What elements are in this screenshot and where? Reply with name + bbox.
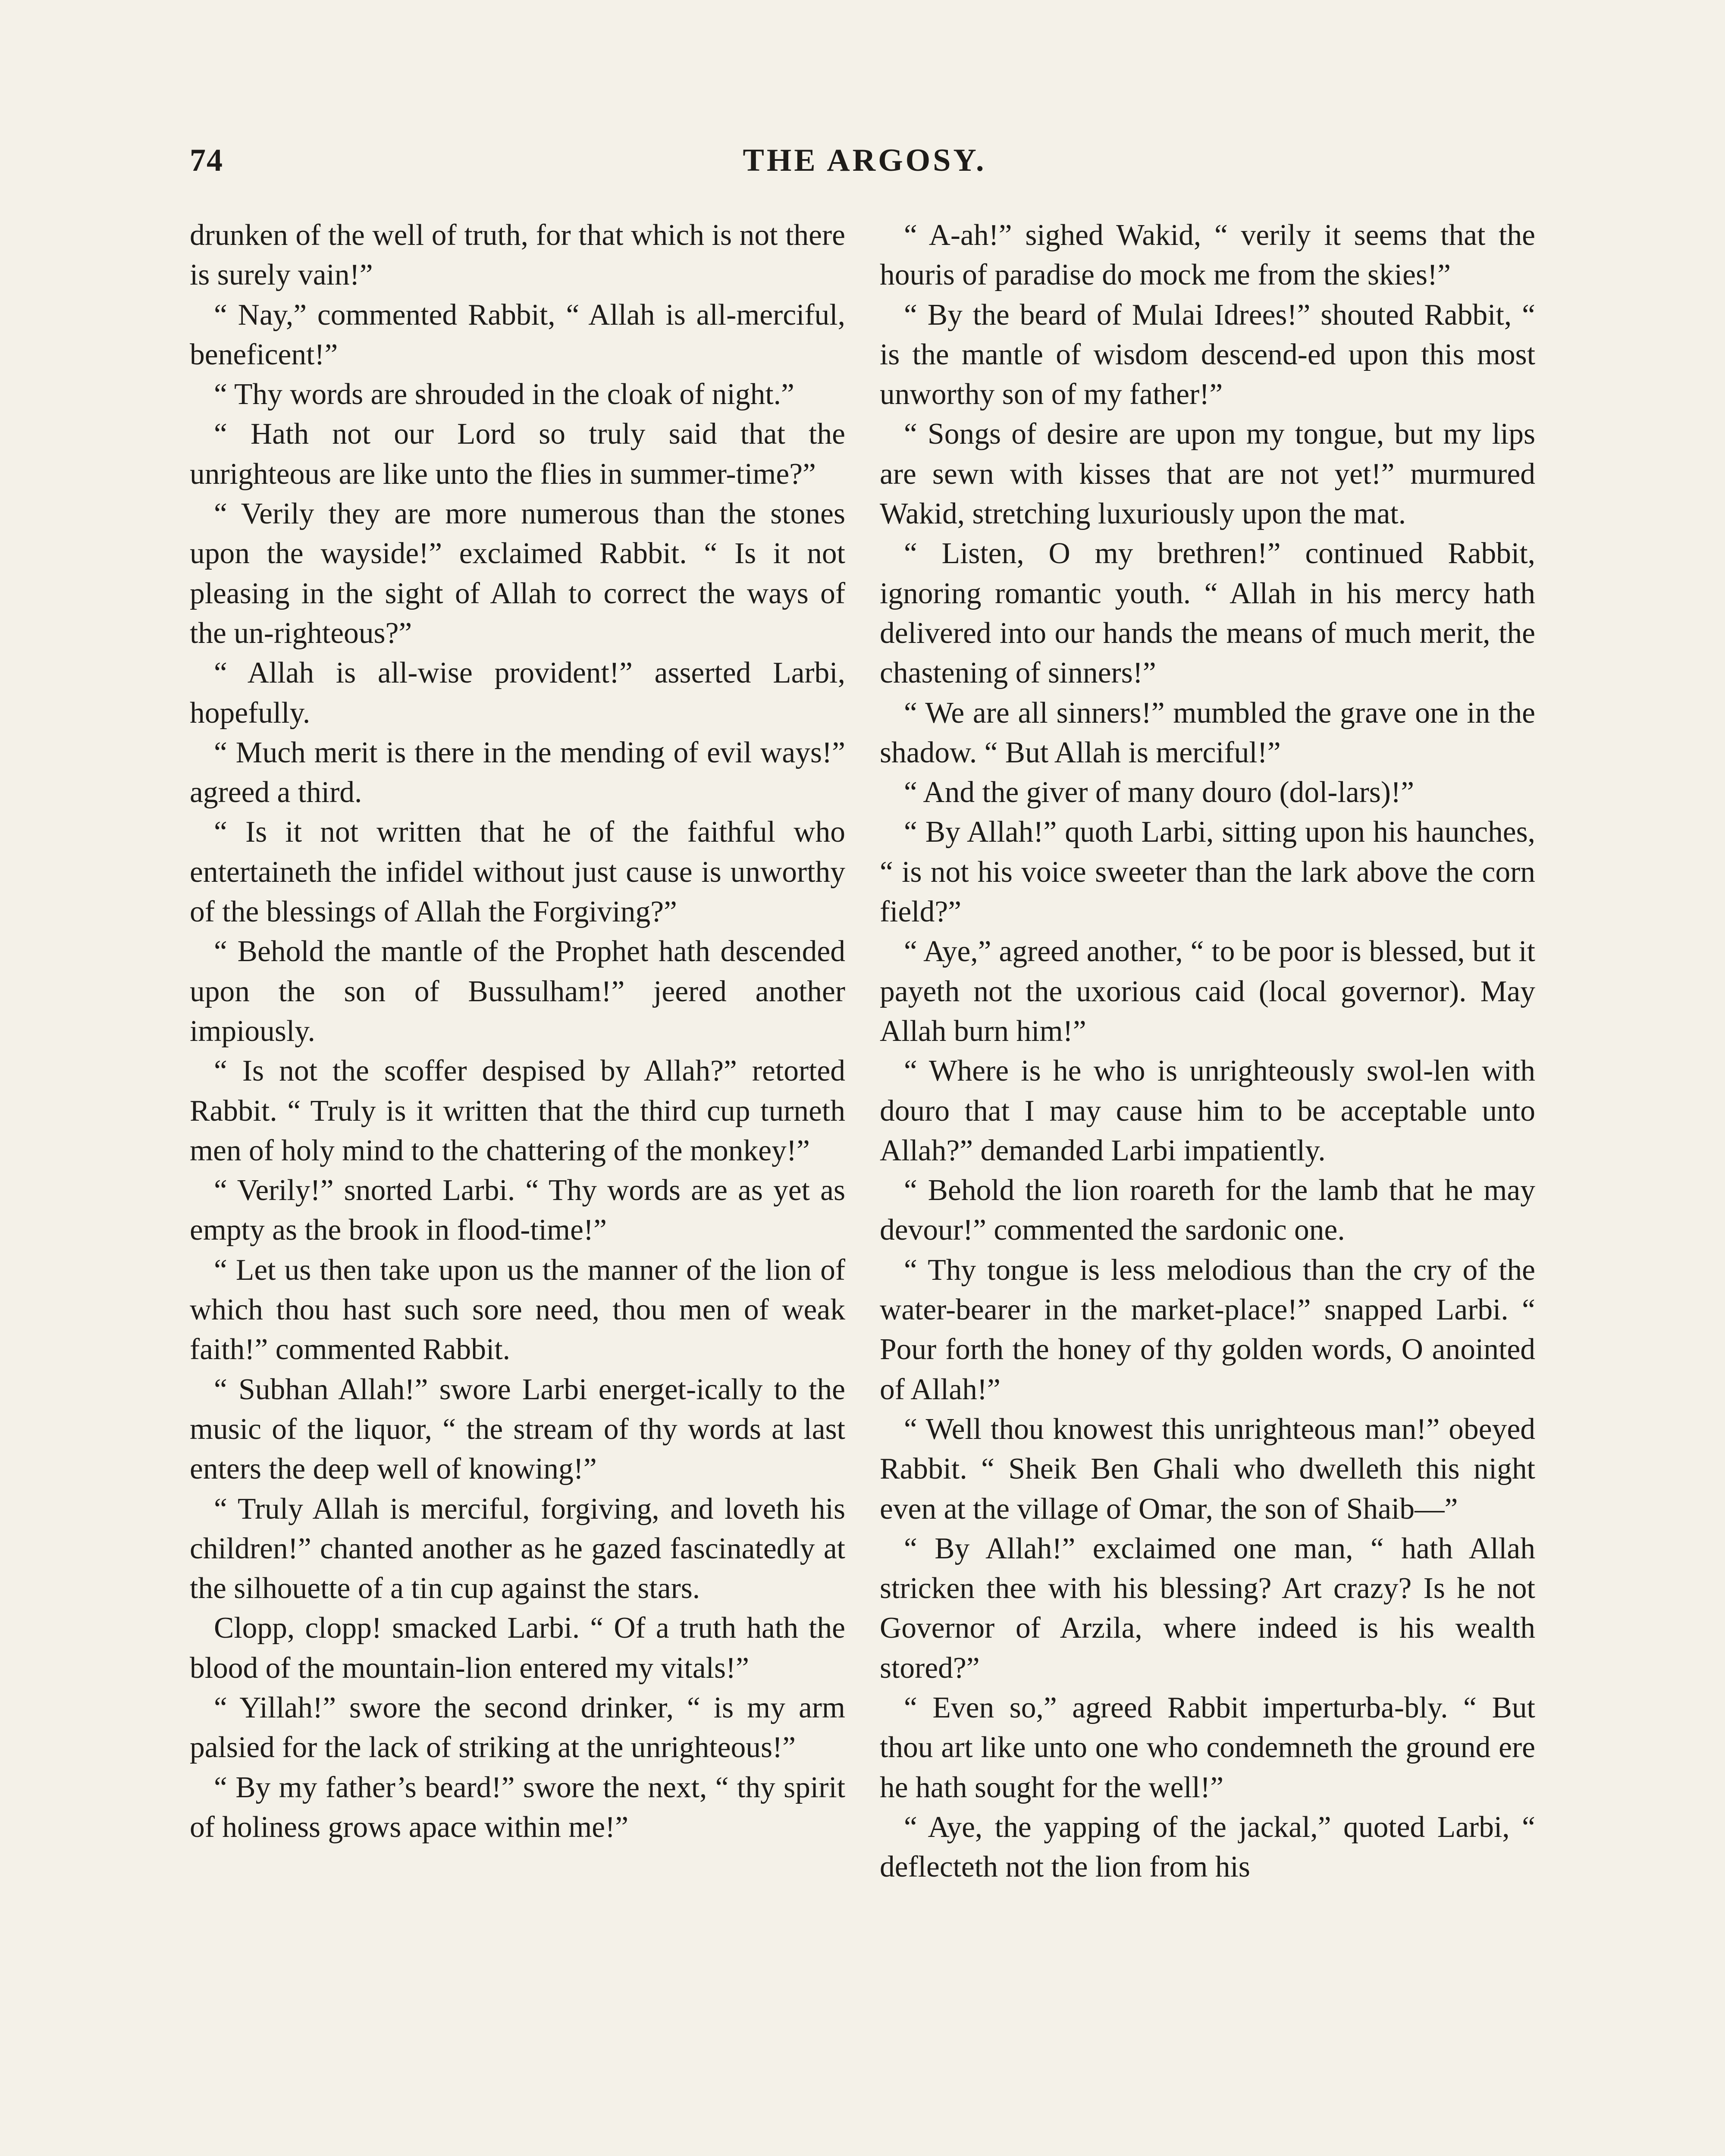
paragraph: “ Allah is all-wise provident!” asserted Larbi, hopefully. xyxy=(190,656,845,730)
paragraph: “ Thy tongue is less melodious than the cry of the water-bearer in the market-place!” snapped Larbi. “ Pour forth the honey of thy golden words, O anointed of Allah!” xyxy=(880,1253,1535,1406)
paragraph: “ Even so,” agreed Rabbit imperturba-bly. “ But thou art like unto one who condemneth the ground ere he hath sought for the well!” xyxy=(880,1691,1535,1804)
page-number: 74 xyxy=(190,143,223,178)
paragraph: “ Verily they are more numerous than the stones upon the wayside!” exclaimed Rabbit. “ Is it not pleasing in the sight of Allah to correct the ways of the un-righteous?” xyxy=(190,497,845,650)
paragraph: “ Is not the scoffer despised by Allah?” retorted Rabbit. “ Truly is it written that the third cup turneth men of holy mind to the chattering of the monkey!” xyxy=(190,1054,845,1167)
paragraph: “ By Allah!” quoth Larbi, sitting upon his haunches, “ is not his voice sweeter than the lark above the corn field?” xyxy=(880,815,1535,929)
paragraph: “ Thy words are shrouded in the cloak of night.” xyxy=(214,378,794,411)
right-text-column xyxy=(880,216,1535,1887)
paragraph: “ Much merit is there in the mending of evil ways!” agreed a third. xyxy=(190,736,845,809)
running-title: THE ARGOSY. xyxy=(743,143,987,178)
paragraph: “ Songs of desire are upon my tongue, but my lips are sewn with kisses that are not yet!” murmured Wakid, stretching luxuriously upon the mat. xyxy=(880,417,1535,531)
paragraph: “ Yillah!” swore the second drinker, “ is my arm palsied for the lack of striking at the unrighteous!” xyxy=(190,1691,845,1764)
paragraph: “ Well thou knowest this unrighteous man!” obeyed Rabbit. “ Sheik Ben Ghali who dwelleth this night even at the village of Omar, the son of Shaib—” xyxy=(880,1412,1535,1526)
paragraph: “ Hath not our Lord so truly said that the unrighteous are like unto the flies in summer-time?” xyxy=(190,417,845,491)
paragraph: “ Where is he who is unrighteously swol-len with douro that I may cause him to be acceptable unto Allah?” demanded Larbi impatiently. xyxy=(880,1054,1535,1167)
paragraph: “ Let us then take upon us the manner of the lion of which thou hast such sore need, thou men of weak faith!” commented Rabbit. xyxy=(190,1253,845,1366)
paragraph: “ Is it not written that he of the faithful who entertaineth the infidel without just cause is unworthy of the blessings of Allah the Forgiving?” xyxy=(190,815,845,929)
paragraph: “ Nay,” commented Rabbit, “ Allah is all-merciful, beneficent!” xyxy=(190,298,845,371)
paragraph: Clopp, clopp! smacked Larbi. “ Of a truth hath the blood of the mountain-lion entered my vitals!” xyxy=(190,1611,845,1685)
paragraph: “ Verily!” snorted Larbi. “ Thy words are as yet as empty as the brook in flood-time!” xyxy=(190,1174,845,1247)
paragraph: “ By my father’s beard!” swore the next, “ thy spirit of holiness grows apace within me!” xyxy=(190,1771,845,1844)
left-text-column xyxy=(190,216,845,1847)
paragraph: “ Truly Allah is merciful, forgiving, and loveth his children!” chanted another as he gazed fascinatedly at the silhouette of a tin cup against the stars. xyxy=(190,1492,845,1605)
paragraph: “ Behold the lion roareth for the lamb that he may devour!” commented the sardonic one. xyxy=(880,1174,1535,1247)
paragraph: drunken of the well of truth, for that which is not there is surely vain!” xyxy=(190,219,845,292)
paragraph: “ By Allah!” exclaimed one man, “ hath Allah stricken thee with his blessing? Art crazy? Is he not Governor of Arzila, where indeed is his wealth stored?” xyxy=(880,1532,1535,1685)
paragraph: “ A-ah!” sighed Wakid, “ verily it seems that the houris of paradise do mock me from the skies!” xyxy=(880,219,1535,292)
paragraph: “ Aye,” agreed another, “ to be poor is blessed, but it payeth not the uxorious caid (local governor). May Allah burn him!” xyxy=(880,935,1535,1048)
paragraph: “ Behold the mantle of the Prophet hath descended upon the son of Bussulham!” jeered another impiously. xyxy=(190,935,845,1048)
paragraph: “ Subhan Allah!” swore Larbi energet-ically to the music of the liquor, “ the stream of thy words at last enters the deep well of knowing!” xyxy=(190,1373,845,1486)
paragraph: “ And the giver of many douro (dol-lars)!” xyxy=(904,776,1414,809)
page-header xyxy=(190,142,1540,194)
paragraph: “ Listen, O my brethren!” continued Rabbit, ignoring romantic youth. “ Allah in his mercy hath delivered into our hands the means of much merit, the chastening of sinners!” xyxy=(880,537,1535,690)
paragraph: “ Aye, the yapping of the jackal,” quoted Larbi, “ deflecteth not the lion from his xyxy=(880,1810,1535,1884)
paragraph: “ We are all sinners!” mumbled the grave one in the shadow. “ But Allah is merciful!” xyxy=(880,696,1535,769)
paragraph: “ By the beard of Mulai Idrees!” shouted Rabbit, “ is the mantle of wisdom descend-ed upon this most unworthy son of my father!” xyxy=(880,298,1535,411)
